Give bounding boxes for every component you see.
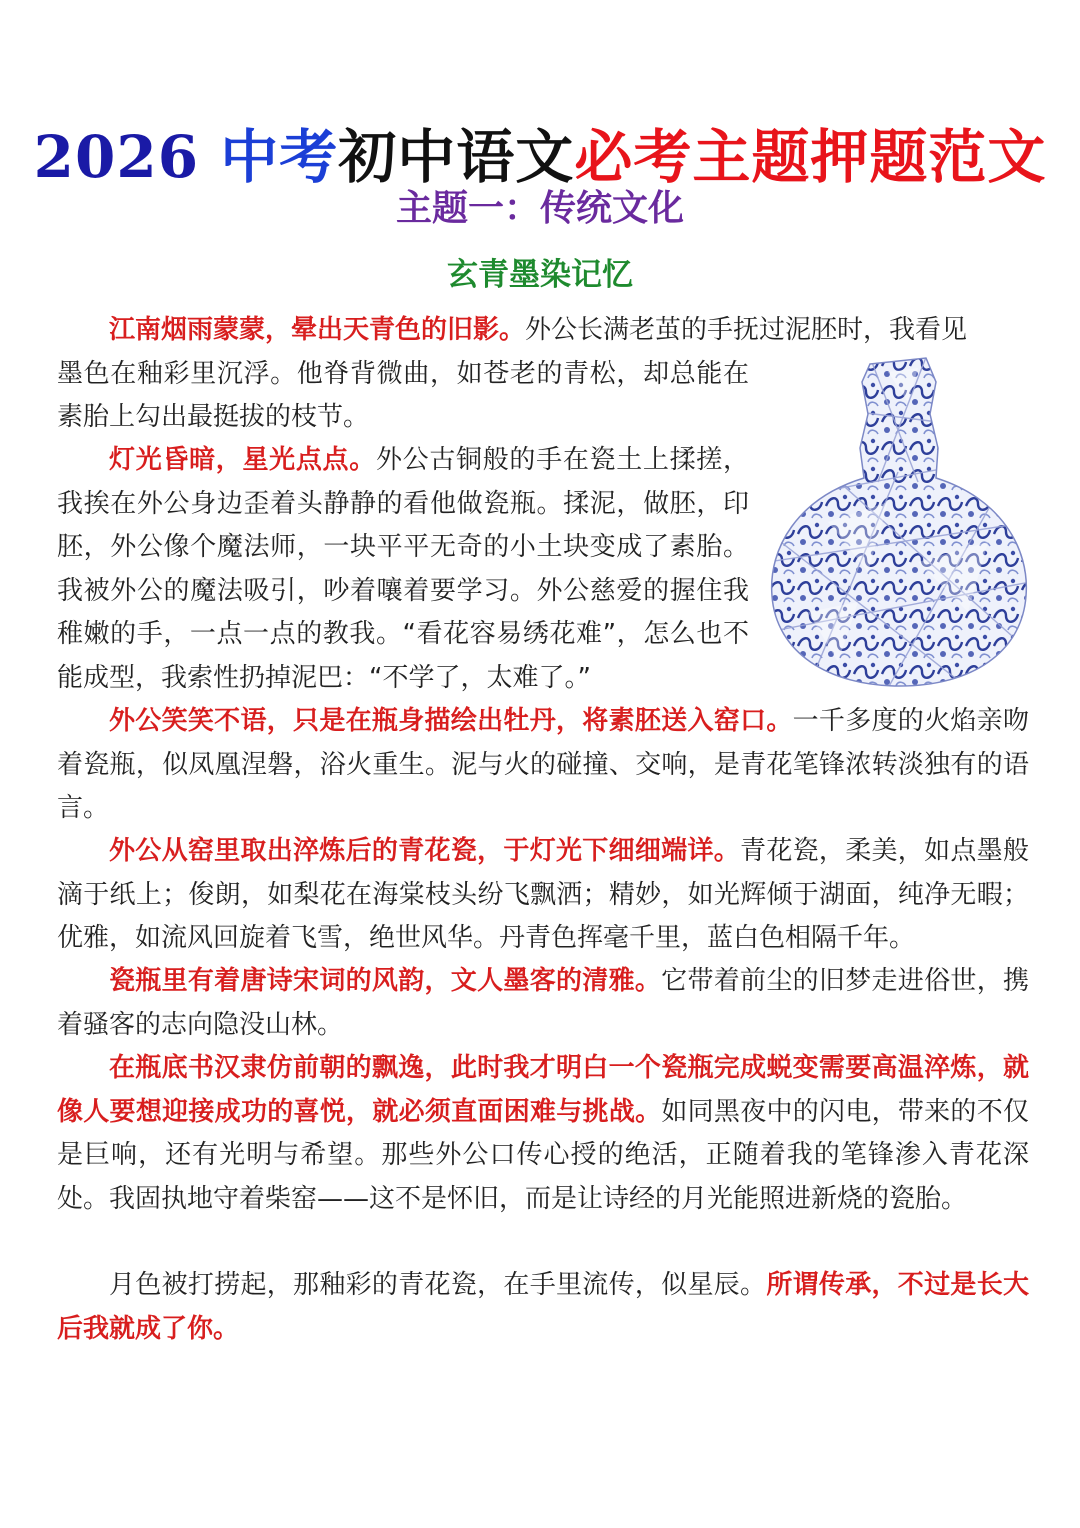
paragraph-1-rest bbox=[57, 353, 749, 440]
essay-title: 玄青墨染记忆 bbox=[447, 257, 633, 293]
paragraph-3 bbox=[57, 700, 1029, 831]
paragraph-6-lead: 在瓶底书汉隶仿前朝的飘逸，此时我才明白一个瓷瓶完成蜕变需要高温淬炼，就像人要想迎接成功的喜悦，就必须直面困难与挑战。 bbox=[57, 1053, 1029, 1127]
paragraph-1-rest-text: 墨色在釉彩里沉浮。他脊背微曲，如苍老的青松，却总能在素胎上勾出最挺拔的枝节。 bbox=[57, 358, 749, 432]
paragraph-3-lead: 外公笑笑不语，只是在瓶身描绘出牡丹，将素胚送入窑口。 bbox=[109, 706, 793, 736]
paragraph-7-body: 月色被打捞起，那釉彩的青花瓷，在手里流传，似星辰。 bbox=[109, 1270, 767, 1300]
paragraph-2 bbox=[57, 439, 749, 700]
paragraph-2-lead: 灯光昏暗，星光点点。 bbox=[109, 445, 376, 475]
paragraph-1 bbox=[57, 309, 1029, 440]
paragraph-4-lead: 外公从窑里取出淬炼后的青花瓷，于灯光下细细端详。 bbox=[109, 836, 741, 866]
paragraph-7 bbox=[57, 1264, 1029, 1351]
paragraph-1-lead: 江南烟雨蒙蒙，晕出天青色的旧影。 bbox=[109, 315, 526, 345]
paragraph-3-body: 一千多度的火焰亲吻着瓷瓶，似凤凰涅磐，浴火重生。泥与火的碰撞、交响，是青花笔锋浓转淡独有的语言。 bbox=[57, 706, 1029, 823]
paragraph-4-body: 青花瓷，柔美，如点墨般滴于纸上；俊朗，如梨花在海棠枝头纷飞飘洒；精妙，如光辉倾于湖面，纯净无暇；优雅，如流风回旋着飞雪，绝世风华。丹青色挥毫千里，蓝白色相隔千年。 bbox=[57, 836, 1029, 953]
title-part-must-test: 必考主题押题范文 bbox=[574, 122, 1047, 191]
paragraph-6-body: 如同黑夜中的闪电，带来的不仅是巨响，还有光明与希望。那些外公口传心授的绝活，正随着我的笔锋渗入青花深处。我固执地守着柴窑——这不是怀旧，而是让诗经的月光能照进新烧的瓷胎。 bbox=[57, 1096, 1029, 1214]
paragraph-5-body: 它带着前尘的旧梦走进俗世，携着骚客的志向隐没山林。 bbox=[57, 966, 1029, 1040]
title-part-zhongkao: 中考 bbox=[220, 122, 339, 191]
paragraph-6 bbox=[57, 1047, 1029, 1221]
title-part-chinese: 初中语文 bbox=[338, 122, 575, 191]
paragraph-1-line1: 外公长满老茧的手抚过泥胚时，我看见 bbox=[525, 315, 968, 345]
theme-title: 主题一：传统文化 bbox=[395, 188, 684, 229]
title-part-year: 2026 bbox=[33, 122, 221, 191]
paragraph-4 bbox=[57, 830, 1029, 961]
paragraph-2-body: 外公古铜般的手在瓷土上揉搓，我挨在外公身边歪着头静静的看他做瓷瓶。揉泥，做胚，印胚，外公像个魔法师，一块平平无奇的小土块变成了素胎。我被外公的魔法吸引，吵着嚷着要学习。外公慈爱的握住我稚嫩的手，一点一点的教我。“看花容易绣花难”，怎么也不能成型，我索性扔掉泥巴：“不学了，太难了。” bbox=[57, 445, 749, 693]
paragraph-5 bbox=[57, 960, 1029, 1047]
paragraph-5-lead: 瓷瓶里有着唐诗宋词的风韵，文人墨客的清雅。 bbox=[109, 966, 662, 996]
paragraph-7-lead: 所谓传承，不过是长大后我就成了你。 bbox=[57, 1270, 1029, 1344]
